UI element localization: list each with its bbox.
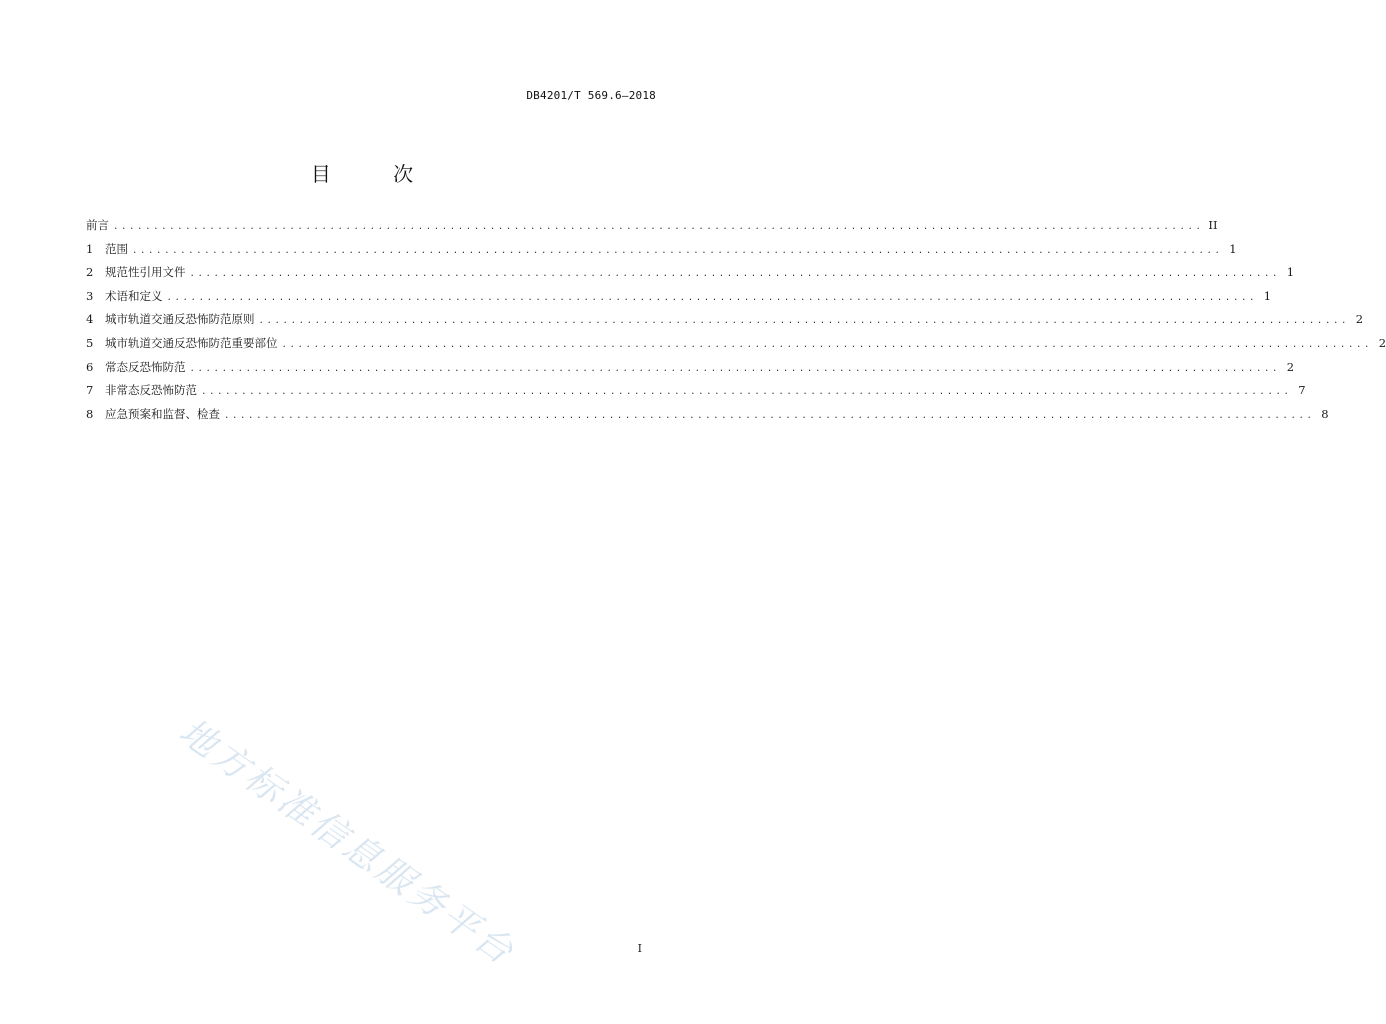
toc-dot-leader: ........................................................................................................................................ (224, 410, 1315, 421)
toc-entry-title: 城市轨道交通反恐怖防范原则 (105, 312, 255, 327)
toc-entry-number: 3 (86, 288, 94, 303)
toc-entry-number: 2 (86, 265, 94, 280)
toc-dot-leader: ........................................................................................................................................ (166, 292, 1258, 303)
toc-dot-leader: ........................................................................................................................................ (281, 339, 1373, 350)
toc-entry-terms-definitions[interactable] (86, 288, 1272, 312)
toc-entry-title: 规范性引用文件 (105, 265, 186, 280)
toc-entry-page: 2 (1378, 335, 1386, 350)
toc-dot-leader: ........................................................................................................................................ (189, 363, 1281, 374)
toc-entry-page: 2 (1355, 312, 1364, 327)
toc-dot-leader: ........................................................................................................................................ (201, 387, 1292, 398)
toc-entry-title: 前言 (86, 218, 109, 232)
toc-dot-leader: ........................................................................................................................................ (189, 269, 1281, 280)
toc-entry-key-locations[interactable] (86, 335, 1386, 359)
toc-entry-number: 5 (86, 335, 94, 350)
toc-entry-normative-references[interactable] (86, 264, 1295, 288)
toc-entry-page: II (1208, 218, 1218, 232)
toc-entry-number: 7 (86, 383, 94, 398)
toc-title: 目 次 (310, 162, 442, 186)
toc-entry-page: 1 (1263, 288, 1272, 303)
toc-dot-leader: ........................................................................................................................................ (132, 245, 1223, 256)
toc-entry-contingency-plan[interactable] (86, 406, 1329, 430)
toc-dot-leader: ........................................................................................................................................ (113, 222, 1204, 232)
toc-entry-number: 1 (86, 241, 94, 256)
table-of-contents (86, 217, 1386, 429)
toc-entry-number: 6 (86, 359, 94, 374)
toc-entry-page: 8 (1321, 406, 1329, 421)
toc-entry-title: 城市轨道交通反恐怖防范重要部位 (105, 335, 278, 350)
toc-entry-title: 常态反恐怖防范 (105, 359, 186, 374)
toc-entry-title: 应急预案和监督、检查 (105, 406, 220, 421)
toc-entry-title: 非常态反恐怖防范 (105, 383, 197, 398)
toc-entry-page: 1 (1286, 265, 1295, 280)
toc-dot-leader: ........................................................................................................................................ (258, 316, 1350, 327)
toc-entry-scope[interactable] (86, 241, 1237, 265)
standard-code: DB4201/T 569.6—2018 (526, 89, 656, 102)
toc-entry-page: 2 (1286, 359, 1295, 374)
toc-entry-number: 8 (86, 406, 94, 421)
toc-entry-emergency-prevention[interactable] (86, 382, 1306, 406)
toc-entry-foreword[interactable] (86, 217, 1218, 241)
toc-entry-principles[interactable] (86, 311, 1364, 335)
toc-entry-routine-prevention[interactable] (86, 359, 1295, 383)
toc-entry-page: 1 (1229, 241, 1237, 256)
toc-entry-page: 7 (1298, 383, 1306, 398)
toc-entry-title: 术语和定义 (105, 288, 163, 303)
toc-entry-title: 范围 (105, 241, 128, 256)
page-number: I (637, 942, 642, 955)
toc-entry-number: 4 (86, 312, 94, 327)
watermark: 地方标准信息服务平台 (171, 711, 523, 975)
